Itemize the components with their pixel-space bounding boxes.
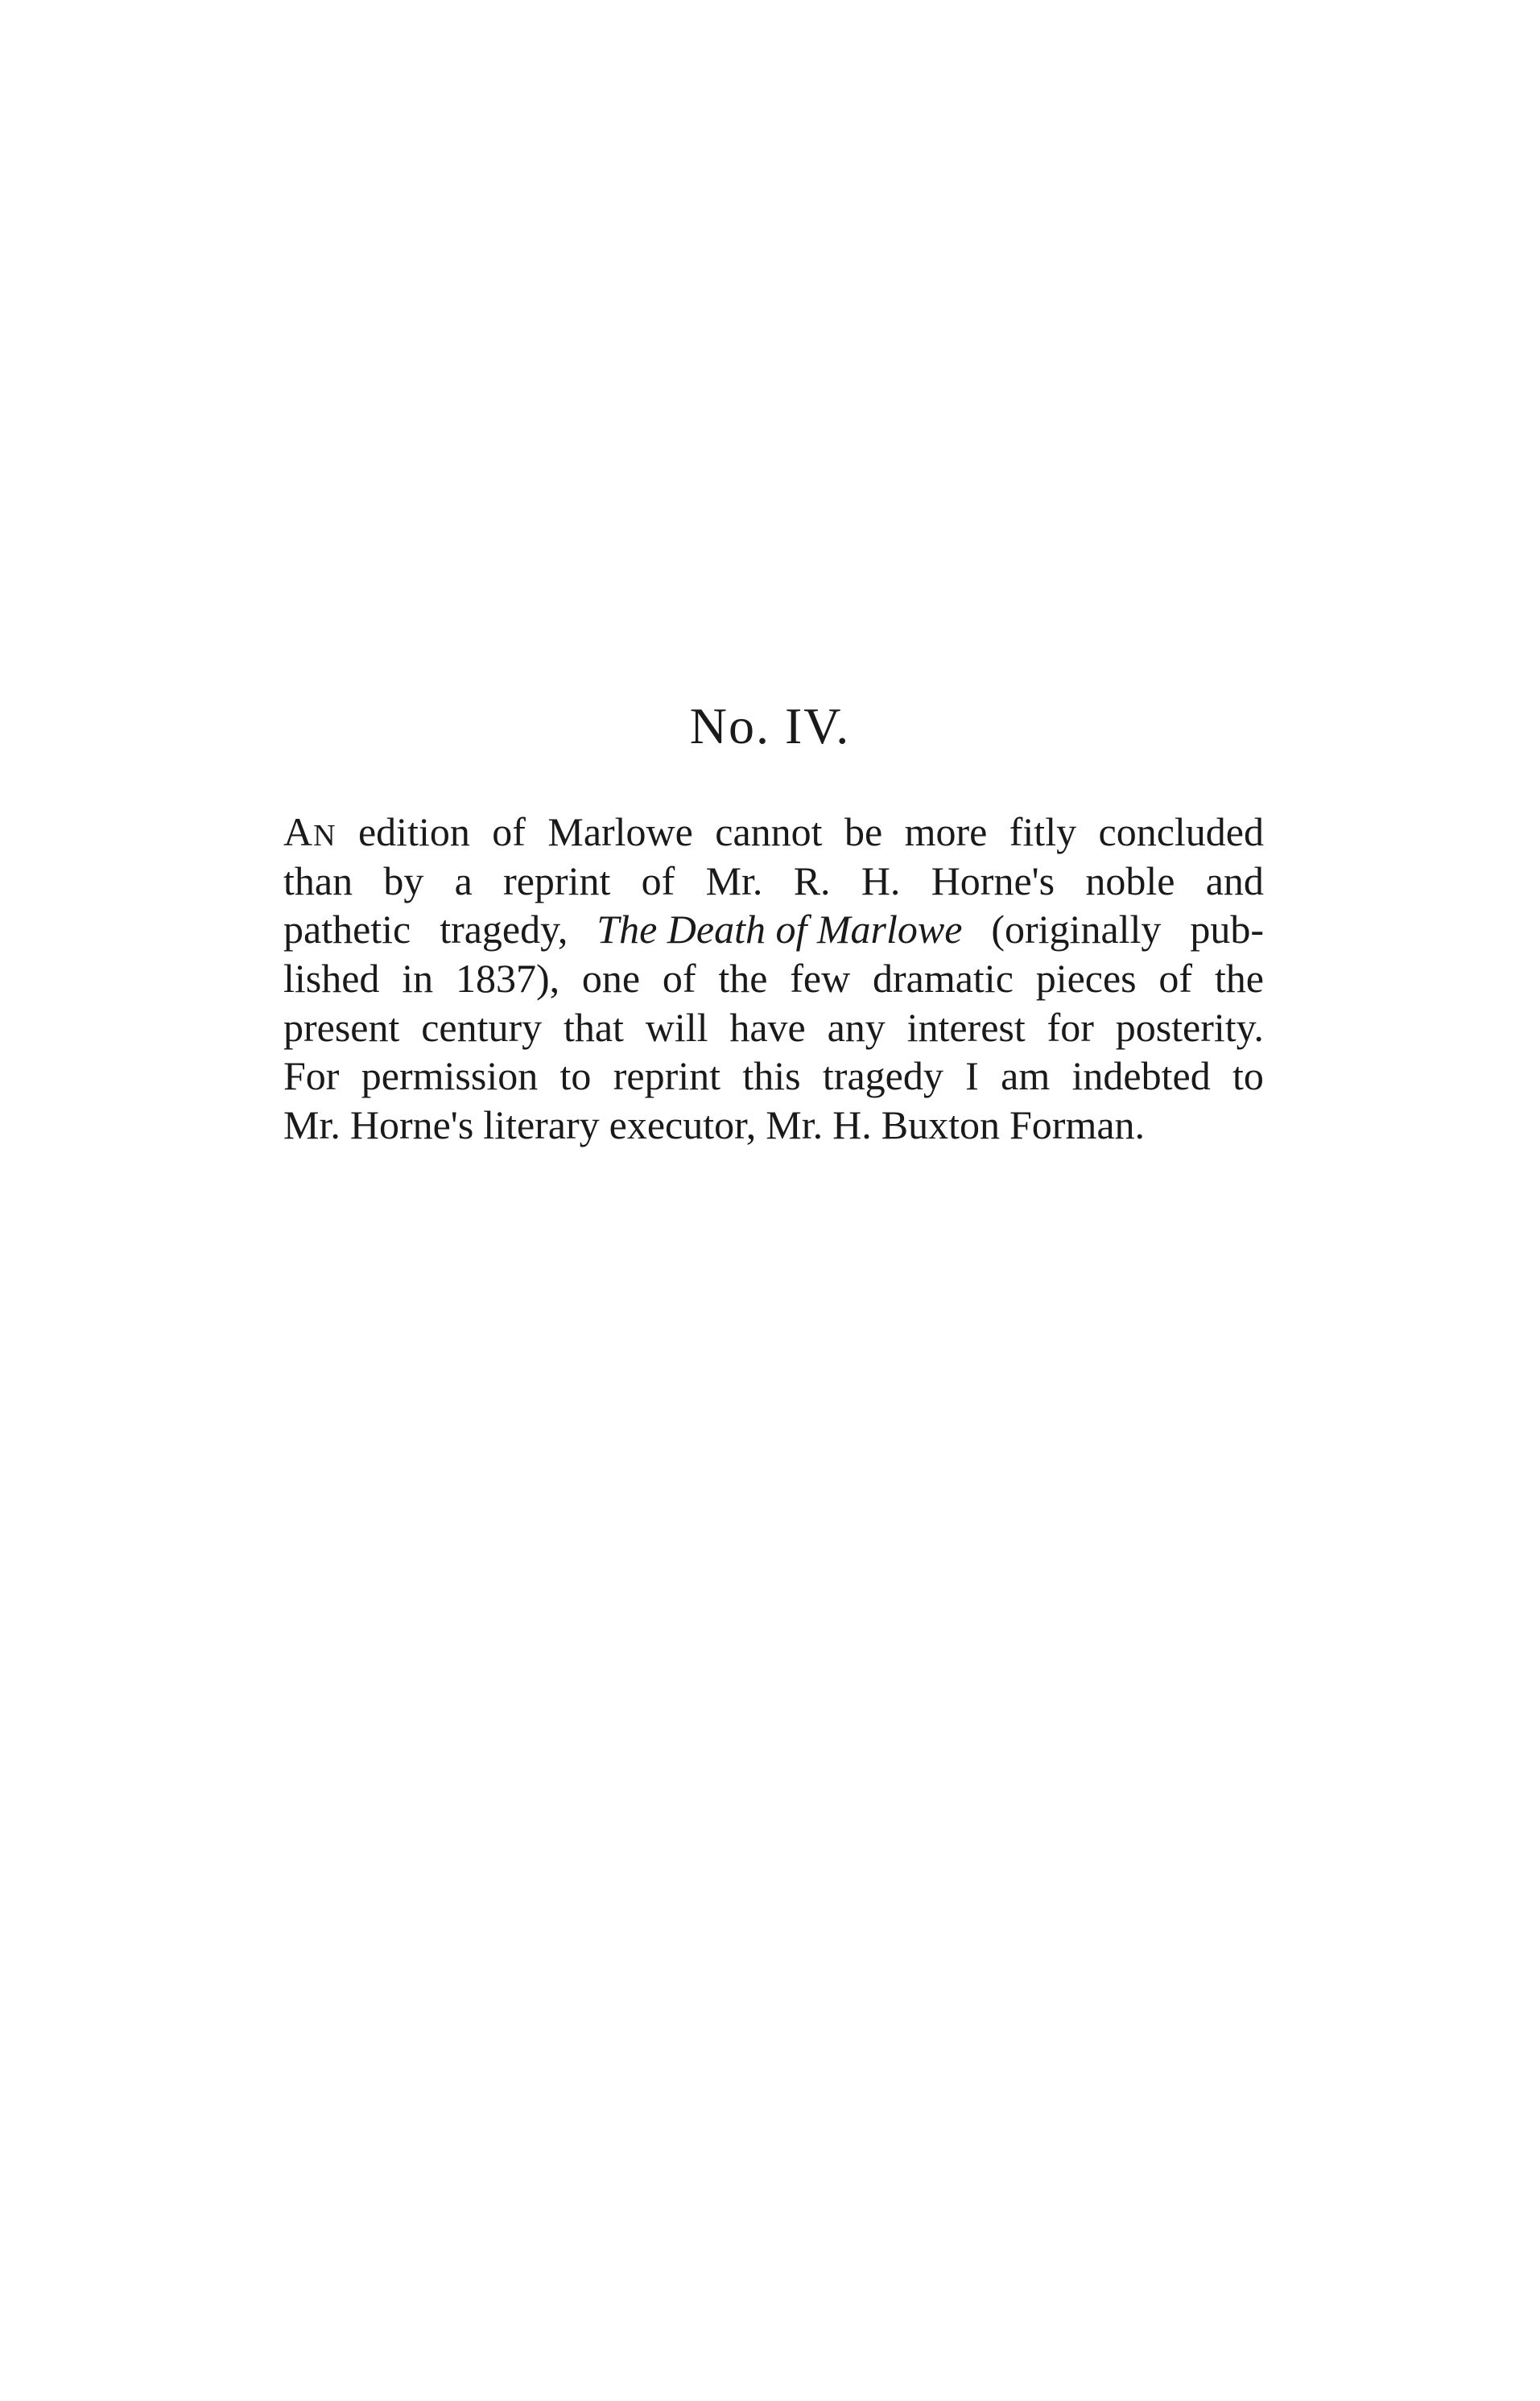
word: permission — [361, 1053, 539, 1099]
word: any — [827, 1004, 886, 1050]
word: tragedy — [822, 1053, 943, 1099]
word: will — [645, 1004, 708, 1050]
word: have — [729, 1004, 806, 1050]
word: the — [1214, 956, 1264, 1002]
word: AN — [283, 809, 336, 854]
section-heading-text: No. IV. — [689, 697, 851, 754]
word: for — [1047, 1004, 1094, 1050]
word: century — [421, 1004, 543, 1050]
word: present — [283, 1004, 400, 1050]
word: noble — [1085, 858, 1175, 903]
word: Marlowe — [547, 809, 693, 854]
word: this — [742, 1053, 801, 1099]
word: of — [641, 858, 675, 903]
word: Buxton — [881, 1102, 1000, 1148]
word: to — [559, 1053, 592, 1099]
paragraph-line-3 — [283, 905, 1264, 954]
paragraph-line-5 — [283, 1003, 1264, 1052]
word: Forman. — [1009, 1102, 1146, 1148]
word: Horne's — [931, 858, 1055, 903]
word: few — [790, 956, 851, 1002]
section-heading — [0, 694, 1540, 758]
word: of — [492, 809, 526, 854]
word: of — [662, 956, 696, 1002]
word: indebted — [1071, 1053, 1211, 1099]
word: lished — [283, 956, 380, 1002]
word: pathetic — [283, 907, 411, 953]
word: literary — [483, 1102, 600, 1148]
paragraph-line-4 — [283, 954, 1264, 1003]
word: Mr. — [283, 1102, 341, 1148]
body-paragraph — [283, 808, 1264, 1150]
word: I — [965, 1053, 979, 1099]
paragraph-line-7 — [283, 1101, 1264, 1150]
word: by — [383, 858, 424, 903]
word: a — [454, 858, 473, 903]
word: of — [1158, 956, 1193, 1002]
word: For — [283, 1053, 340, 1099]
word: reprint — [503, 858, 611, 903]
word: executor, — [609, 1102, 757, 1148]
word: more — [904, 809, 988, 854]
word: in — [402, 956, 434, 1002]
word: fitly — [1009, 809, 1077, 854]
word: H. — [861, 858, 901, 903]
word: dramatic — [872, 956, 1014, 1002]
italic-title: The Death of Marlowe — [597, 907, 963, 953]
word: reprint — [613, 1053, 721, 1099]
word: pub- — [1190, 907, 1264, 953]
word: one — [581, 956, 641, 1002]
word: be — [844, 809, 883, 854]
word: edition — [357, 809, 470, 854]
word: than — [283, 858, 353, 903]
word: R. — [793, 858, 831, 903]
word: cannot — [715, 809, 823, 854]
word: that — [563, 1004, 624, 1050]
word: 1837), — [455, 956, 560, 1002]
word: Mr. — [705, 858, 763, 903]
word: interest — [906, 1004, 1026, 1050]
word: am — [1001, 1053, 1051, 1099]
word: the — [718, 956, 768, 1002]
word: H. — [832, 1102, 872, 1148]
word: pieces — [1035, 956, 1137, 1002]
word: posterity. — [1115, 1004, 1264, 1050]
word: to — [1232, 1053, 1264, 1099]
word: and — [1205, 858, 1264, 903]
word: Horne's — [349, 1102, 474, 1148]
paragraph-line-6 — [283, 1052, 1264, 1101]
word: Mr. — [766, 1102, 824, 1148]
paragraph-line-1 — [283, 808, 1264, 857]
word: (originally — [991, 907, 1162, 953]
paragraph-line-2 — [283, 857, 1264, 906]
word: concluded — [1098, 809, 1264, 854]
word: tragedy, — [440, 907, 568, 953]
